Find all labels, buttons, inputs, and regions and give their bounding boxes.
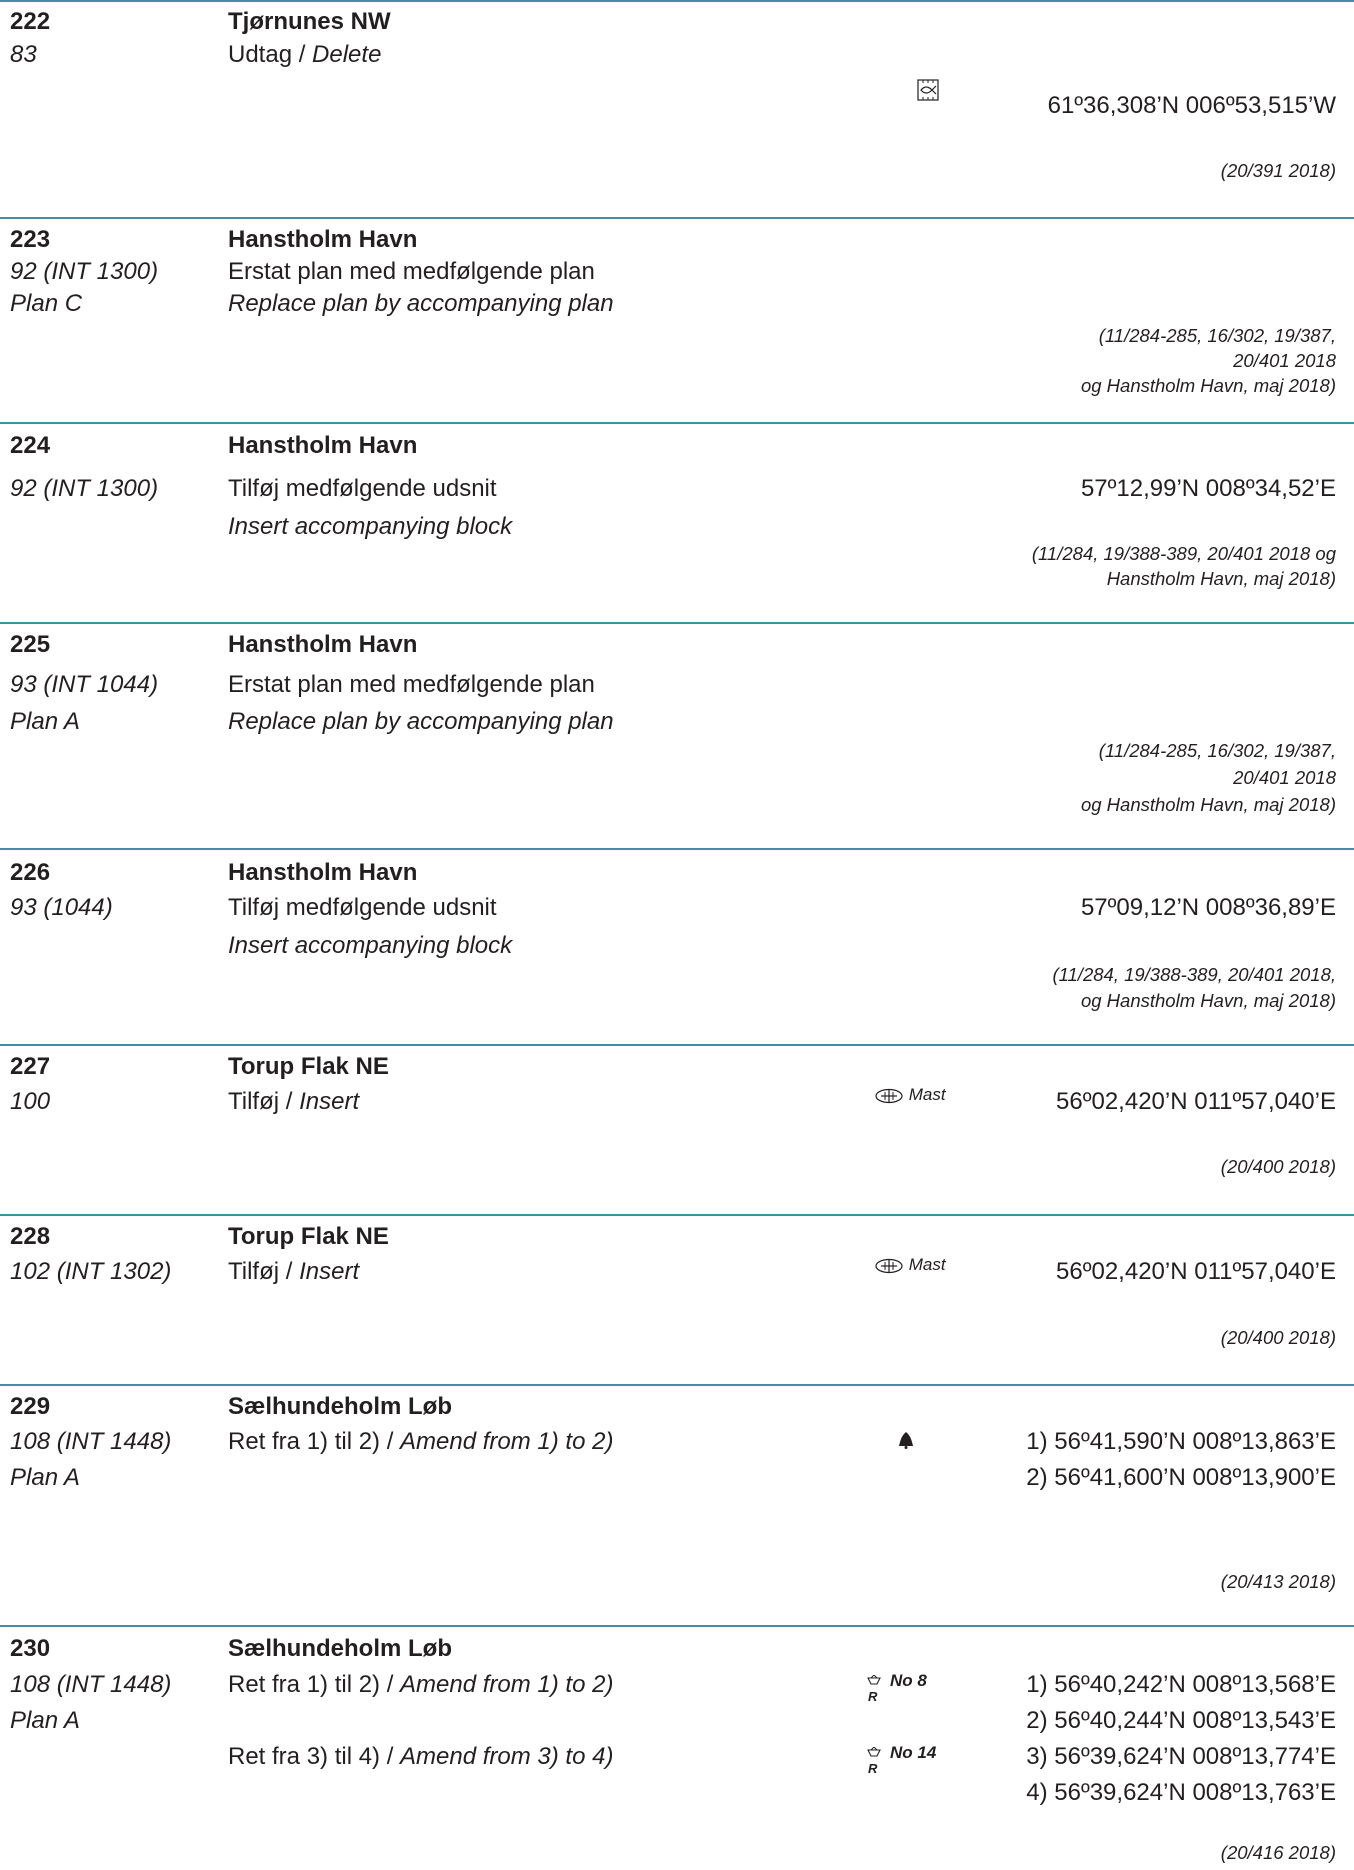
position: 61º36,308’N 006º53,515’W — [1047, 92, 1336, 119]
chart-number: 93 (INT 1044) — [10, 671, 159, 698]
source-reference: (11/284, 19/388-389, 20/401 2018 og — [1031, 543, 1336, 564]
entry-divider — [0, 622, 1354, 624]
source-reference: (20/400 2018) — [1220, 1327, 1336, 1348]
entry-number: 225 — [10, 631, 51, 658]
position: 2) 56º40,244’N 008º13,543’E — [1026, 1707, 1336, 1734]
entry-divider — [0, 1214, 1354, 1216]
position: 56º02,420’N 011º57,040’E — [1056, 1258, 1336, 1285]
entry-divider — [0, 1625, 1354, 1627]
entry-divider — [0, 848, 1354, 850]
entry-number: 223 — [10, 226, 51, 253]
chart-number: 102 (INT 1302) — [10, 1258, 172, 1285]
instruction-en: Insert accompanying block — [228, 513, 513, 540]
source-reference: og Hanstholm Havn, maj 2018) — [1080, 794, 1336, 815]
entry-divider — [0, 1044, 1354, 1046]
source-reference: 20/401 2018 — [1233, 767, 1336, 788]
mast-symbol — [874, 1085, 946, 1105]
source-reference: 20/401 2018 — [1233, 350, 1336, 371]
entry-divider — [0, 422, 1354, 424]
source-reference: (11/284-285, 16/302, 19/387, — [1098, 740, 1336, 761]
instruction: Udtag / Delete — [228, 41, 382, 68]
source-reference: (20/416 2018) — [1220, 1842, 1336, 1863]
chart-number: 108 (INT 1448) — [10, 1428, 172, 1455]
entry-title: Torup Flak NE — [228, 1223, 389, 1250]
symbol-label: Mast — [908, 1085, 946, 1104]
entry-number: 226 — [10, 859, 51, 886]
position: 57º09,12’N 008º36,89’E — [1080, 894, 1336, 921]
entry-divider — [0, 1384, 1354, 1386]
entry-number: 222 — [10, 8, 51, 35]
source-reference: og Hanstholm Havn, maj 2018) — [1080, 375, 1336, 396]
instruction-da: Tilføj medfølgende udsnit — [228, 475, 497, 502]
bell-buoy-icon — [897, 1429, 915, 1449]
entry-number: 230 — [10, 1635, 51, 1662]
chart-plan: Plan A — [10, 708, 80, 735]
instruction: Ret fra 1) til 2) / Amend from 1) to 2) — [228, 1671, 614, 1698]
instruction: Tilføj / Insert — [228, 1088, 360, 1115]
chart-number: 108 (INT 1448) — [10, 1671, 172, 1698]
source-reference: (20/413 2018) — [1220, 1571, 1336, 1592]
position: 2) 56º41,600’N 008º13,900’E — [1026, 1464, 1336, 1491]
instruction-da: Erstat plan med medfølgende plan — [228, 671, 595, 698]
chart-plan: Plan A — [10, 1464, 80, 1491]
fish-haven-icon — [917, 79, 939, 101]
entry-title: Hanstholm Havn — [228, 631, 418, 658]
entry-number: 228 — [10, 1223, 51, 1250]
source-reference: (20/391 2018) — [1220, 160, 1336, 181]
position: 1) 56º41,590’N 008º13,863’E — [1026, 1428, 1336, 1455]
instruction-en: Insert accompanying block — [228, 932, 513, 959]
instruction-da: Tilføj medfølgende udsnit — [228, 894, 497, 921]
chart-number: 83 — [10, 41, 37, 68]
source-reference: (11/284, 19/388-389, 20/401 2018, — [1052, 964, 1336, 985]
buoy-mark: R — [868, 1689, 878, 1704]
source-reference: (20/400 2018) — [1220, 1156, 1336, 1177]
entry-divider — [0, 0, 1354, 2]
position: 1) 56º40,242’N 008º13,568’E — [1026, 1671, 1336, 1698]
instruction: Tilføj / Insert — [228, 1258, 360, 1285]
radar-reflector-buoy-symbol — [866, 1671, 956, 1705]
position: 4) 56º39,624’N 008º13,763’E — [1026, 1779, 1336, 1806]
radar-reflector-buoy-symbol — [866, 1743, 956, 1777]
chart-plan: Plan A — [10, 1707, 80, 1734]
entry-divider — [0, 217, 1354, 219]
position: 56º02,420’N 011º57,040’E — [1056, 1088, 1336, 1115]
chart-number: 100 — [10, 1088, 51, 1115]
chart-number: 92 (INT 1300) — [10, 475, 159, 502]
chart-number: 92 (INT 1300) — [10, 258, 159, 285]
entry-title: Sælhundeholm Løb — [228, 1393, 452, 1420]
source-reference: Hanstholm Havn, maj 2018) — [1106, 568, 1336, 589]
instruction-da: Erstat plan med medfølgende plan — [228, 258, 595, 285]
entry-number: 229 — [10, 1393, 51, 1420]
instruction: Ret fra 3) til 4) / Amend from 3) to 4) — [228, 1743, 614, 1770]
chart-plan: Plan C — [10, 290, 83, 317]
position: 3) 56º39,624’N 008º13,774’E — [1026, 1743, 1336, 1770]
entry-title: Hanstholm Havn — [228, 432, 418, 459]
symbol-label: Mast — [908, 1255, 946, 1274]
instruction: Ret fra 1) til 2) / Amend from 1) to 2) — [228, 1428, 614, 1455]
instruction-en: Replace plan by accompanying plan — [228, 708, 614, 735]
mast-icon — [874, 1258, 904, 1274]
source-reference: (11/284-285, 16/302, 19/387, — [1098, 325, 1336, 346]
source-reference: og Hanstholm Havn, maj 2018) — [1080, 990, 1336, 1011]
entry-title: Tjørnunes NW — [228, 8, 391, 35]
mast-symbol — [874, 1255, 946, 1275]
buoy-number: No 8 — [890, 1671, 927, 1690]
position: 57º12,99’N 008º34,52’E — [1080, 475, 1336, 502]
buoy-number: No 14 — [890, 1743, 937, 1762]
entry-number: 227 — [10, 1053, 51, 1080]
chart-number: 93 (1044) — [10, 894, 113, 921]
mast-icon — [874, 1088, 904, 1104]
entry-title: Hanstholm Havn — [228, 859, 418, 886]
instruction-en: Replace plan by accompanying plan — [228, 290, 614, 317]
entry-title: Torup Flak NE — [228, 1053, 389, 1080]
buoy-mark: R — [868, 1761, 878, 1776]
entry-title: Sælhundeholm Løb — [228, 1635, 452, 1662]
entry-title: Hanstholm Havn — [228, 226, 418, 253]
entry-number: 224 — [10, 432, 51, 459]
